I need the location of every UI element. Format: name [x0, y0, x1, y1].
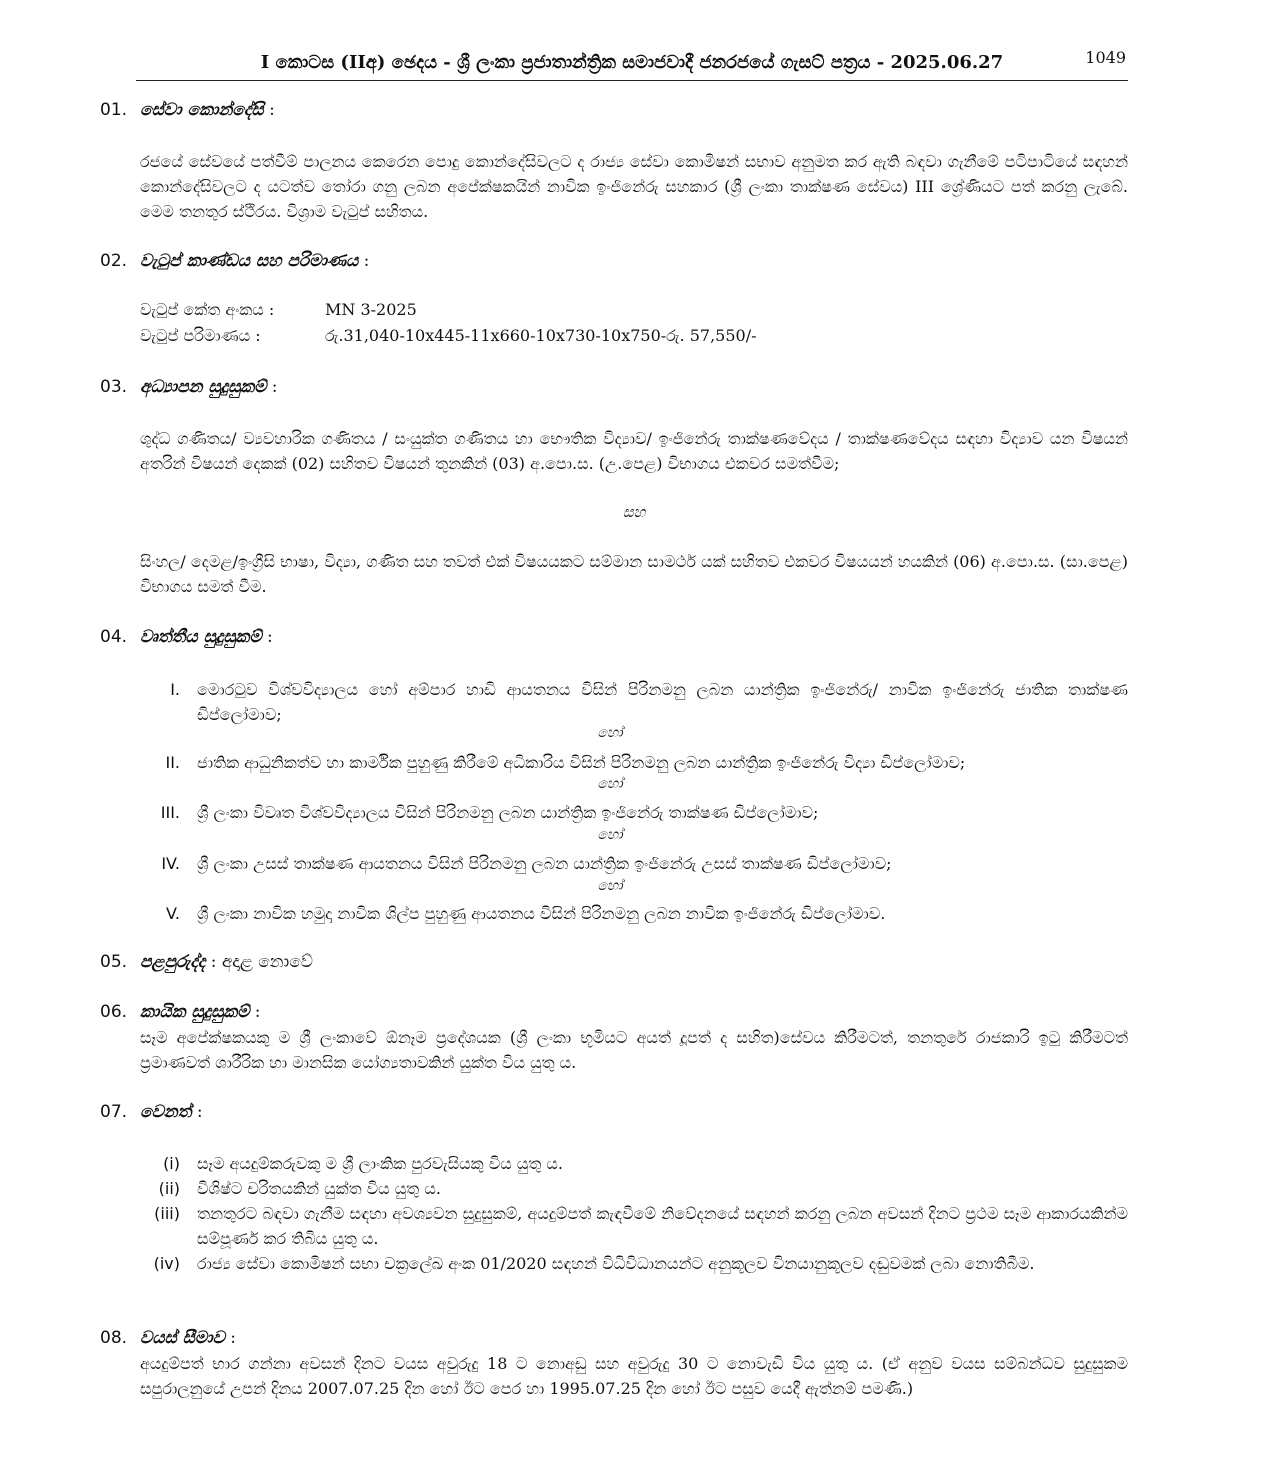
- section-number: 08.: [100, 1328, 128, 1348]
- section-suffix: : අදාළ නොවේ: [205, 952, 314, 972]
- or-connector: හෝ: [597, 776, 623, 792]
- section-suffix: :: [358, 251, 370, 271]
- list-item: [140, 750, 1128, 775]
- list-item: [140, 800, 1128, 825]
- section-number: 06.: [100, 1002, 128, 1022]
- section-07-heading: [100, 1102, 203, 1122]
- salary-scale-label: වැටුප් පරිමාණය :: [140, 326, 261, 345]
- page-number: 1049: [1085, 48, 1126, 67]
- section-number: 03.: [100, 377, 128, 397]
- list-item-text: රාජ්‍ය සේවා කොමිෂන් සභා චක්‍රලේඛ අංක 01/2020 සඳහන් විධිවිධානයන්ට අනුකූලව විනයානුකූලව දඬුවමක් ලබා නොතිබීම.: [197, 1254, 1035, 1273]
- list-item: [140, 1176, 1128, 1201]
- section-suffix: :: [249, 1002, 261, 1022]
- salary-scale-value: රු.31,040-10x445-11x660-10x730-10x750-රු. 57,550/-: [325, 326, 757, 345]
- salary-code-value: MN 3-2025: [325, 300, 417, 319]
- list-marker: I.: [170, 680, 180, 699]
- list-item-text: තනතුරට බඳවා ගැනීම සඳහා අවශ්‍යවන සුදුසුකම්, අයදුම්පත් කැඳවීමේ නිවේදනයේ සඳහන් කරනු ලබන අවසන් දිනට ප්‍රථම සෑම ආකාරයකින්ම සම්පූර්ණ කර තිබිය යුතු ය.: [197, 1204, 1128, 1248]
- section-title: වයස් සීමාව: [140, 1328, 225, 1348]
- list-marker: II.: [165, 753, 180, 772]
- section-08-heading: [100, 1328, 236, 1348]
- section-suffix: :: [263, 100, 275, 120]
- section-title: වැටුප් කාණ්ඩය සහ පරිමාණය: [140, 251, 359, 271]
- list-item-text: සෑම අයදුම්කරුවකු ම ශ්‍රී ලාංකික පුරවැසියකු විය යුතු ය.: [197, 1154, 564, 1173]
- section-suffix: :: [191, 1102, 203, 1122]
- section-suffix: :: [224, 1328, 236, 1348]
- list-item: [140, 901, 1128, 926]
- list-item-text: ශ්‍රී ලංකා නාවික හමුදා නාවික ශිල්ප පුහුණු ආයතනය විසින් පිරිනමනු ලබන නාවික ඉංජිනේරු ඩිප්ලෝමාව.: [197, 904, 886, 923]
- section-01-heading: [100, 100, 275, 120]
- section-04-heading: [100, 627, 273, 647]
- list-item: [140, 1151, 1128, 1176]
- and-connector: සහ: [622, 503, 646, 521]
- section-06-body: සෑම අපේක්ෂකයකු ම ශ්‍රී ලංකාවේ ඕනෑම ප්‍රදේශයක (ශ්‍රී ලංකා භූමියට අයත් දූපත් ද සහිත)සේවය කිරීමටත්, තනතුරේ රාජකාරි ඉටු කිරීමටත් ප්‍රමාණවත් ශාරීරික හා මානසික යෝග්‍යතාවකින් යුක්ත විය යුතු ය.: [140, 1028, 1128, 1072]
- section-number: 05.: [100, 952, 128, 972]
- section-title: පළපුරුද්ද: [140, 952, 206, 972]
- section-number: 04.: [100, 627, 128, 647]
- page-header: [136, 46, 1128, 81]
- section-05-heading: [100, 952, 313, 972]
- section-number: 02.: [100, 251, 128, 271]
- list-item-text: විශිෂ්ට චරිතයකින් යුක්ත විය යුතු ය.: [197, 1179, 441, 1198]
- list-marker: (i): [163, 1154, 180, 1173]
- or-connector: හෝ: [597, 878, 623, 894]
- list-marker: IV.: [161, 854, 180, 873]
- section-03-heading: [100, 377, 278, 397]
- section-suffix: :: [261, 627, 273, 647]
- list-marker: (iii): [154, 1204, 180, 1223]
- or-connector: හෝ: [597, 725, 623, 741]
- or-connector: හෝ: [597, 827, 623, 843]
- salary-code-label: වැටුප් කේත අංකය :: [140, 300, 275, 319]
- list-marker: V.: [166, 904, 180, 923]
- section-suffix: :: [266, 377, 278, 397]
- section-03-body-1: ශුද්ධ ගණිතය/ ව්‍යවහාරික ගණිතය / සංයුක්ත ගණිතය හා භෞතික විද්‍යාව/ ඉංජිනේරු තාක්ෂණවේදය / තාක්ෂණවේදය සඳහා විද්‍යාව යන විෂයන් අතරින් විෂයන් දෙකක් (02) සහිතව විෂයන් තුනකින් (03) අ.පො.ස. (උ.පෙළ) විභාගය එකවර සමත්වීම;: [140, 429, 1128, 473]
- list-marker: III.: [160, 803, 180, 822]
- section-02-heading: [100, 251, 369, 271]
- list-item-text: ජාතික ආධුනිකත්ව හා කාර්මික පුහුණු කිරීමේ අධිකාරිය විසින් පිරිනමනු ලබන යාන්ත්‍රික ඉංජිනේරු විද්‍යා ඩිප්ලෝමාව;: [197, 753, 966, 772]
- section-06-heading: [100, 1002, 261, 1022]
- section-03-body-2: සිංහල/ දෙමළ/ඉංග්‍රීසි භාෂා, විද්‍යා, ගණිත සහ තවත් එක් විෂයයකට සම්මාන සාමර්ථ යක් සහිතව එකවර විෂයයන් හයකින් (06) අ.පො.ස. (සා.පෙළ) විභාගය සමත් වීම.: [140, 552, 1128, 596]
- list-item-text: ශ්‍රී ලංකා උසස් තාක්ෂණ ආයතනය විසින් පිරිනමනු ලබන යාන්ත්‍රික ඉංජිනේරු උසස් තාක්ෂණ ඩිප්ලෝමාව;: [197, 854, 892, 873]
- header-title: I කොටස (IIඅ) ඡෙදය - ශ්‍රී ලංකා ප්‍රජාතාන්ත්‍රික සමාජවාදී ජනරජයේ ගැසට් පත්‍රය - 2025.06.27: [260, 52, 1004, 73]
- list-item-text: මොරටුව විශ්වවිද්‍යාලය හෝ අම්පාර හාඩි ආයතනය විසින් පිරිනමනු ලබන යාන්ත්‍රික ඉංජිනේරු/ නාවික ඉංජිනේරු ජාතික තාක්ෂණ ඩිප්ලෝමාව;: [197, 680, 1128, 724]
- section-08-body: අයදුම්පත් භාර ගන්නා අවසන් දිනට වයස අවුරුදු 18 ට නොඅඩු සහ අවුරුදු 30 ට නොවැඩි විය යුතු ය. (ඒ අනුව වයස සම්බන්ධව සුදුසුකම සපුරාලනුයේ උපන් දිනය 2007.07.25 දින හෝ ඊට පෙර හා 1995.07.25 දින හෝ ඊට පසුව යෙදී ඇත්නම් පමණි.): [140, 1354, 1128, 1398]
- section-number: 01.: [100, 100, 128, 120]
- section-01-body: රජයේ සේවයේ පත්වීම් පාලනය කෙරෙන පොදු කොන්දේසිවලට ද රාජ්‍ය සේවා කොමිෂන් සභාව අනුමත කර ඇති බඳවා ගැනීමේ පටිපාටියේ සඳහන් කොන්දේසිවලට ද යටත්ව තෝරා ගනු ලබන අපේක්ෂකයින් නාවික ඉංජිනේරු සහකාර (ශ්‍රී ලංකා තාක්ෂණ සේවය) III ශ්‍රේණියට පත් කරනු ලැබේ. මෙම තනතුර ස්ථිරය. විශ්‍රාම වැටුප් සහිතය.: [140, 152, 1128, 221]
- section-title: වෘත්තීය සුදුසුකම්: [140, 627, 262, 647]
- section-title: සේවා කොන්දේසි: [140, 100, 264, 120]
- section-title: කායික සුදුසුකම්: [140, 1002, 250, 1022]
- list-item: [140, 1201, 1128, 1251]
- list-item: [140, 1251, 1128, 1301]
- list-marker: (ii): [158, 1179, 180, 1198]
- list-marker: (iv): [153, 1254, 180, 1273]
- section-title: අධ්‍යාපන සුදුසුකම්: [140, 377, 267, 397]
- section-title: වෙනත්: [140, 1102, 192, 1122]
- list-item: [140, 851, 1128, 876]
- section-number: 07.: [100, 1102, 128, 1122]
- list-item-text: ශ්‍රී ලංකා විවෘත විශ්වවිද්‍යාලය විසින් පිරිනමනු ලබන යාන්ත්‍රික ඉංජිනේරු තාක්ෂණ ඩිප්ලෝමාව;: [197, 803, 819, 822]
- list-item: [140, 677, 1128, 727]
